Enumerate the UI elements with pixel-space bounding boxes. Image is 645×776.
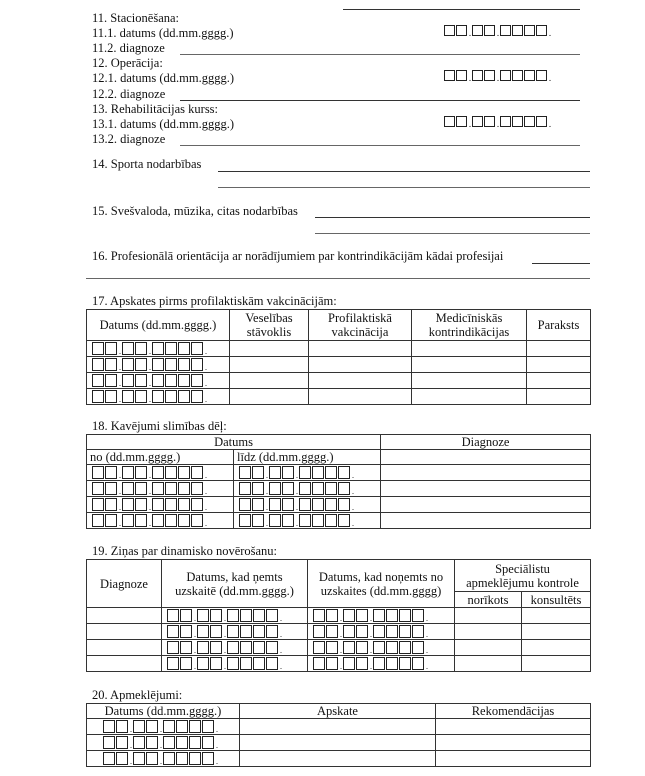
recommendations-cell[interactable] [436, 751, 591, 767]
recommendations-cell[interactable] [436, 719, 591, 735]
section-16-label: 16. Profesionālā orientācija ar norādījumiem par kontrindikācijām kādai profesijai [92, 249, 504, 263]
from-date-cell[interactable]: . . . [87, 497, 234, 513]
consulted-cell[interactable] [522, 608, 591, 624]
date-cell[interactable]: . . . [87, 735, 240, 751]
section-13-title: 13. Rehabilitācijas kurss: [92, 102, 219, 116]
taken-date-cell[interactable]: . . . [162, 624, 308, 640]
to-date-cell[interactable]: . . . [234, 497, 381, 513]
diagnosis-cell[interactable] [87, 640, 162, 656]
col-header-removed-date: Datums, kad noņemts no uzskaites (dd.mm.gggg) [308, 560, 455, 608]
section-12-diagnosis-input[interactable] [180, 100, 580, 101]
contraindications-cell[interactable] [412, 357, 527, 373]
from-date-cell[interactable]: . . . [87, 513, 234, 529]
table-row [87, 341, 591, 357]
section-11-title: 11. Stacionēšana: [92, 11, 180, 25]
signature-cell[interactable] [527, 389, 591, 405]
top-signature-line [343, 9, 580, 10]
section-18-title: 18. Kavējumi slimības dēļ: [92, 419, 227, 433]
table-row [87, 481, 591, 497]
col-header-signature: Paraksts [527, 310, 591, 341]
table-row [87, 735, 591, 751]
section-12-date-label: 12.1. datums (dd.mm.gggg.) [92, 71, 235, 85]
removed-date-cell[interactable]: . . . [308, 624, 455, 640]
signature-cell[interactable] [527, 373, 591, 389]
table-row [87, 389, 591, 405]
health-cell[interactable] [230, 341, 309, 357]
section-16-input-full[interactable] [86, 278, 590, 279]
col-header-contraindications: Medicīniskās kontrindikācijas [412, 310, 527, 341]
section-14-input-line-2[interactable] [218, 187, 590, 188]
section-12-title: 12. Operācija: [92, 56, 163, 70]
contraindications-cell[interactable] [412, 341, 527, 357]
to-date-cell[interactable]: . . . [234, 465, 381, 481]
section-11-diagnosis-input[interactable] [180, 54, 580, 55]
date-cell[interactable]: . . . [87, 719, 240, 735]
from-date-cell[interactable]: . . . [87, 465, 234, 481]
taken-date-cell[interactable]: . . . [162, 656, 308, 672]
diagnosis-cell[interactable] [87, 624, 162, 640]
table-row [87, 357, 591, 373]
table-row [87, 640, 591, 656]
referred-cell[interactable] [455, 624, 522, 640]
section-13-diagnosis-label: 13.2. diagnoze [92, 132, 166, 146]
sick-leave-table [86, 434, 591, 529]
removed-date-cell[interactable]: . . . [308, 640, 455, 656]
section-14-input-line-1[interactable] [218, 171, 590, 172]
section-19-title: 19. Ziņas par dinamisko novērošanu: [92, 544, 278, 558]
section-15-label: 15. Svešvaloda, mūzika, citas nodarbības [92, 204, 298, 218]
consulted-cell[interactable] [522, 624, 591, 640]
col-header-empty [381, 450, 591, 465]
table-row [87, 497, 591, 513]
table-row [87, 373, 591, 389]
table-row [87, 608, 591, 624]
health-cell[interactable] [230, 373, 309, 389]
examination-cell[interactable] [240, 719, 436, 735]
section-14-label: 14. Sporta nodarbības [92, 157, 202, 171]
recommendations-cell[interactable] [436, 735, 591, 751]
vaccination-exam-table [86, 309, 591, 405]
dynamic-observation-table [86, 559, 591, 672]
taken-date-cell[interactable]: . . . [162, 640, 308, 656]
date-cell[interactable]: . . . [87, 751, 240, 767]
col-header-diagnosis: Diagnoze [381, 435, 591, 450]
consulted-cell[interactable] [522, 640, 591, 656]
section-13-date-label: 13.1. datums (dd.mm.gggg.) [92, 117, 235, 131]
table-row [87, 656, 591, 672]
section-17-title: 17. Apskates pirms profilaktiskām vakcinācijām: [92, 294, 337, 308]
examination-cell[interactable] [240, 751, 436, 767]
to-date-cell[interactable]: . . . [234, 513, 381, 529]
taken-date-cell[interactable]: . . . [162, 608, 308, 624]
table-row [87, 513, 591, 529]
col-header-consulted: konsultēts [522, 592, 591, 608]
date-cell[interactable]: . . . [87, 373, 230, 389]
vaccination-cell[interactable] [309, 373, 412, 389]
contraindications-cell[interactable] [412, 373, 527, 389]
referred-cell[interactable] [455, 656, 522, 672]
col-header-vaccination: Profilaktiskā vakcinācija [309, 310, 412, 341]
col-header-diagnosis: Diagnoze [87, 560, 162, 608]
section-16-input-short[interactable] [532, 263, 590, 264]
vaccination-cell[interactable] [309, 389, 412, 405]
section-11-date-input[interactable]: . . . [444, 25, 552, 36]
from-date-cell[interactable]: . . . [87, 481, 234, 497]
health-cell[interactable] [230, 357, 309, 373]
health-cell[interactable] [230, 389, 309, 405]
vaccination-cell[interactable] [309, 341, 412, 357]
to-date-cell[interactable]: . . . [234, 481, 381, 497]
table-row [87, 465, 591, 481]
signature-cell[interactable] [527, 357, 591, 373]
section-13-date-input[interactable]: . . . [444, 116, 552, 127]
diagnosis-cell[interactable] [381, 465, 591, 481]
removed-date-cell[interactable]: . . . [308, 608, 455, 624]
section-12-date-input[interactable]: . . . [444, 70, 552, 81]
diagnosis-cell[interactable] [381, 513, 591, 529]
section-12-diagnosis-label: 12.2. diagnoze [92, 87, 166, 101]
col-header-recommendations: Rekomendācijas [436, 704, 591, 719]
diagnosis-cell[interactable] [381, 497, 591, 513]
removed-date-cell[interactable]: . . . [308, 656, 455, 672]
examination-cell[interactable] [240, 735, 436, 751]
col-header-to: līdz (dd.mm.gggg.) [234, 450, 381, 465]
col-header-examination: Apskate [240, 704, 436, 719]
diagnosis-cell[interactable] [381, 481, 591, 497]
table-row [87, 751, 591, 767]
consulted-cell[interactable] [522, 656, 591, 672]
signature-cell[interactable] [527, 341, 591, 357]
table-row [87, 624, 591, 640]
col-header-health: Veselības stāvoklis [230, 310, 309, 341]
col-header-referred: norīkots [455, 592, 522, 608]
col-header-date: Datums (dd.mm.gggg.) [87, 310, 230, 341]
col-header-from: no (dd.mm.gggg.) [87, 450, 234, 465]
vaccination-cell[interactable] [309, 357, 412, 373]
section-11-date-label: 11.1. datums (dd.mm.gggg.) [92, 26, 234, 40]
referred-cell[interactable] [455, 608, 522, 624]
col-header-date: Datums (dd.mm.gggg.) [87, 704, 240, 719]
section-11-diagnosis-label: 11.2. diagnoze [92, 41, 165, 55]
date-cell[interactable]: . . . [87, 389, 230, 405]
col-header-taken-date: Datums, kad ņemts uzskaitē (dd.mm.gggg.) [162, 560, 308, 608]
col-header-specialist-control: Speciālistu apmeklējumu kontrole [455, 560, 591, 592]
diagnosis-cell[interactable] [87, 608, 162, 624]
date-cell[interactable]: . . . [87, 341, 230, 357]
referred-cell[interactable] [455, 640, 522, 656]
section-15-input-line-1[interactable] [315, 217, 590, 218]
col-header-date-group: Datums [87, 435, 381, 450]
date-cell[interactable]: . . . [87, 357, 230, 373]
visits-table [86, 703, 591, 767]
contraindications-cell[interactable] [412, 389, 527, 405]
section-20-title: 20. Apmeklējumi: [92, 688, 183, 702]
section-15-input-line-2[interactable] [315, 233, 590, 234]
table-row [87, 719, 591, 735]
diagnosis-cell[interactable] [87, 656, 162, 672]
section-13-diagnosis-input[interactable] [180, 145, 580, 146]
